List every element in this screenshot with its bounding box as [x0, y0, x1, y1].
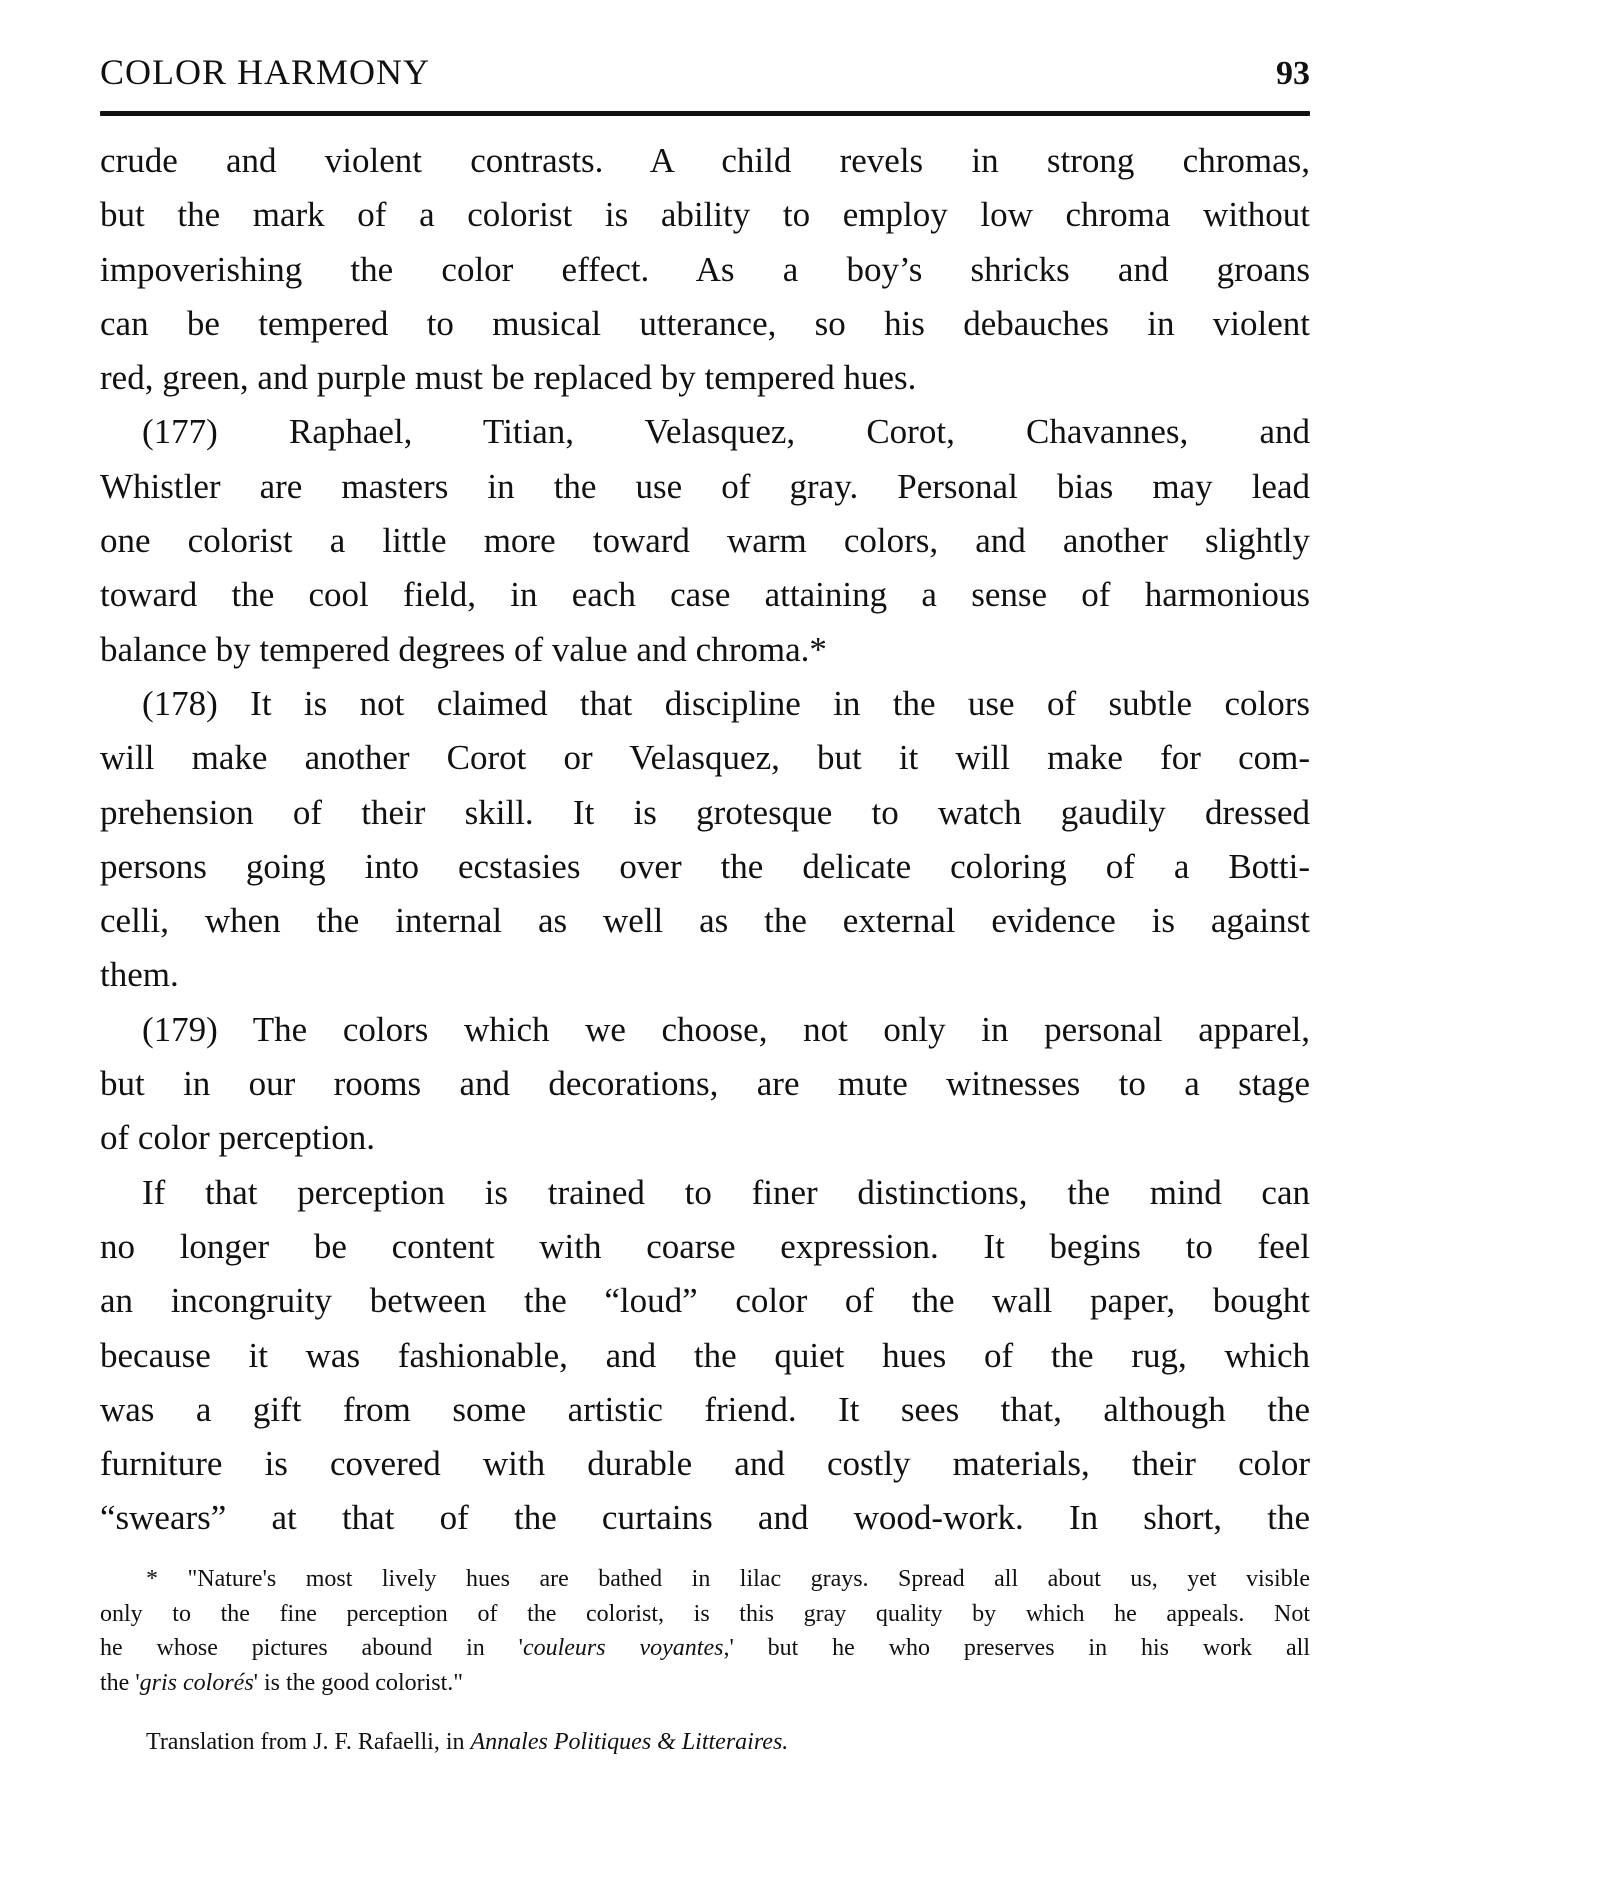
text-line-content: because it was fashionable, and the quiet hues of the rug, which — [100, 1335, 1310, 1375]
text-line-content: If that perception is trained to finer distinctions, the mind can — [142, 1172, 1310, 1212]
header-rule — [100, 111, 1310, 116]
text-line — [100, 1057, 1310, 1111]
text-line — [100, 1329, 1310, 1383]
text-line — [100, 1274, 1310, 1328]
text-line — [100, 677, 1310, 731]
footnote-source — [100, 1725, 1310, 1759]
footnote-block — [100, 1562, 1310, 1759]
text-line-content: “swears” at that of the curtains and wood-work. In short, the — [100, 1498, 1310, 1538]
text-line-content: (178) It is not claimed that discipline in the use of subtle colors — [142, 683, 1310, 723]
text-line-content: furniture is covered with durable and costly materials, their color — [100, 1444, 1310, 1484]
text-line-content: of color perception. — [100, 1118, 376, 1158]
text-line — [100, 1111, 1310, 1165]
text-line-content: toward the cool field, in each case attaining a sense of harmonious — [100, 575, 1310, 615]
footnote-line — [100, 1597, 1310, 1632]
text-line — [100, 731, 1310, 785]
footnote-source-publication: Annales Politiques & Litteraires. — [470, 1729, 789, 1755]
text-line — [100, 1166, 1310, 1220]
text-line-content: prehension of their skill. It is grotesque to watch gaudily dressed — [100, 792, 1310, 832]
text-line — [100, 297, 1310, 351]
text-line — [100, 1003, 1310, 1057]
text-line-content: crude and violent contrasts. A child revels in strong chromas, — [100, 141, 1310, 180]
footnote-text: ' is the good colorist." — [253, 1669, 464, 1696]
text-line — [100, 786, 1310, 840]
text-line — [100, 243, 1310, 297]
text-line — [100, 1491, 1310, 1545]
text-line-content: (179) The colors which we choose, not only in personal apparel, — [142, 1009, 1310, 1049]
footnote-text: * "Nature's most lively hues are bathed in lilac grays. Spread all about us, yet visible — [146, 1566, 1310, 1592]
text-line — [100, 460, 1310, 514]
text-line-content: was a gift from some artistic friend. It sees that, although the — [100, 1389, 1310, 1429]
footnote-text: the ' — [100, 1669, 140, 1696]
text-line-content: celli, when the internal as well as the external evidence is against — [100, 901, 1310, 941]
text-line-content: can be tempered to musical utterance, so his debauches in violent — [100, 303, 1310, 343]
text-line — [100, 1383, 1310, 1437]
text-line — [100, 134, 1310, 188]
text-line-content: (177) Raphael, Titian, Velasquez, Corot, Chavannes, and — [142, 412, 1310, 452]
footnote-lines — [100, 1562, 1310, 1700]
text-line — [100, 840, 1310, 894]
footnote-text: only to the fine perception of the colorist, is this gray quality by which he appeals. Not — [100, 1600, 1310, 1627]
text-line — [100, 351, 1310, 405]
footnote-text: he whose pictures abound in ' — [100, 1635, 523, 1661]
text-line-content: no longer be content with coarse expression. It begins to feel — [100, 1226, 1310, 1266]
text-line — [100, 948, 1310, 1002]
text-line — [100, 405, 1310, 459]
text-line-content: one colorist a little more toward warm colors, and another slightly — [100, 521, 1310, 561]
text-line — [100, 894, 1310, 948]
text-line — [100, 188, 1310, 242]
footnote-italic-phrase: couleurs voyantes — [522, 1635, 724, 1661]
text-line-content: but in our rooms and decorations, are mute witnesses to a stage — [100, 1064, 1310, 1104]
text-line — [100, 568, 1310, 622]
body-text — [100, 134, 1310, 1546]
footnote-text: ,' but he who preserves in his work all — [723, 1635, 1311, 1661]
footnote-line — [100, 1631, 1310, 1666]
text-line-content: balance by tempered degrees of value and chroma.* — [100, 629, 827, 669]
footnote-line — [100, 1562, 1310, 1597]
text-line — [100, 1220, 1310, 1274]
running-head — [100, 50, 1310, 94]
text-line — [100, 1437, 1310, 1491]
text-line — [100, 623, 1310, 677]
text-line-content: impoverishing the color effect. As a boy’s shricks and groans — [100, 249, 1310, 289]
footnote-line — [100, 1666, 1310, 1701]
text-line-content: persons going into ecstasies over the delicate coloring of a Botti- — [100, 846, 1310, 886]
footnote-source-prefix: Translation from J. F. Rafaelli, in — [146, 1729, 471, 1755]
text-line-content: but the mark of a colorist is ability to employ low chroma without — [100, 195, 1310, 235]
page-number: 93 — [1276, 55, 1310, 92]
text-line-content: them. — [100, 955, 179, 995]
running-title: COLOR HARMONY — [100, 52, 431, 92]
text-line — [100, 514, 1310, 568]
text-line-content: an incongruity between the “loud” color of the wall paper, bought — [100, 1281, 1310, 1321]
footnote-italic-phrase: gris colorés — [139, 1669, 254, 1696]
text-line-content: Whistler are masters in the use of gray. Personal bias may lead — [100, 466, 1310, 506]
text-line-content: will make another Corot or Velasquez, but it will make for com- — [100, 738, 1310, 778]
text-line-content: red, green, and purple must be replaced by tempered hues. — [100, 358, 917, 398]
